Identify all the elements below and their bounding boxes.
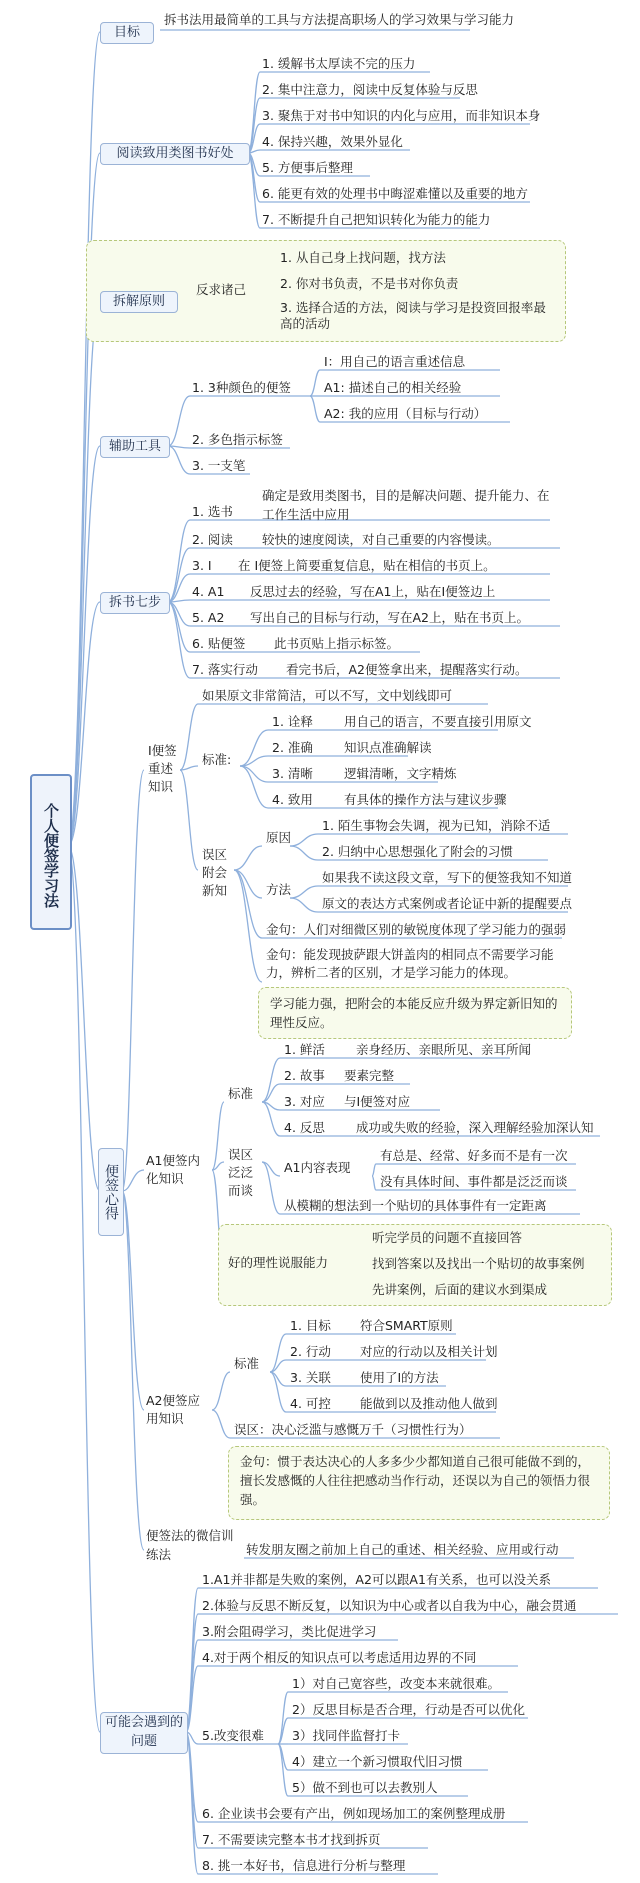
step-desc: 写出自己的目标与行动，写在A2上，贴在书页上。 xyxy=(250,610,530,625)
connector-line xyxy=(310,370,320,396)
branch-experience[interactable]: 便签心得 xyxy=(98,1148,124,1236)
connector-line xyxy=(212,1410,230,1438)
principle-item: 3. 选择合适的方法，阅读与学习是投资回报率最高的活动 xyxy=(280,300,546,331)
branch-principles[interactable]: 拆解原则 xyxy=(100,291,178,313)
step-desc: 此书页贴上指示标签。 xyxy=(274,636,400,651)
benefit-item: 6. 能更有效的处理书中晦涩难懂以及重要的地方 xyxy=(262,186,528,201)
branch-seven-steps[interactable]: 拆书七步 xyxy=(100,592,170,614)
connector-line xyxy=(262,1058,280,1102)
a2-std-name: 1. 目标 xyxy=(290,1318,331,1333)
step-name: 4. A1 xyxy=(192,584,225,599)
benefit-item: 3. 聚焦于对书中知识的内化与应用，而非知识本身 xyxy=(262,108,541,123)
a1-std-desc: 要素完整 xyxy=(344,1068,395,1083)
a1-content-label: A1内容表现 xyxy=(284,1160,351,1175)
connector-line xyxy=(372,1164,376,1176)
a1-content-item: 没有具体时间、事件都是泛泛而谈 xyxy=(380,1174,568,1189)
i-std-desc: 逻辑清晰，文字精炼 xyxy=(344,766,457,781)
i-std-name: 4. 致用 xyxy=(272,792,313,807)
problem-sub-item: 1）对自己宽容些，改变本来就很难。 xyxy=(292,1676,500,1691)
i-note-standard-label: 标准: xyxy=(202,752,232,767)
root-node[interactable]: 个人便签学习法 xyxy=(30,774,72,930)
i-cause-label: 原因 xyxy=(266,830,292,845)
i-note-summary: 学习能力强，把附会的本能反应升级为界定新旧知的理性反应。 xyxy=(270,996,558,1030)
a2-std-name: 2. 行动 xyxy=(290,1344,331,1359)
problem-item5: 5.改变很难 xyxy=(202,1728,264,1743)
a1-persuade-item: 找到答案以及找出一个贴切的故事案例 xyxy=(372,1256,585,1271)
a1-std-desc: 成功或失败的经验，深入理解经验加深认知 xyxy=(356,1120,594,1135)
a2-quote: 金句：惯于表达决心的人多多少少都知道自己很可能做不到的，擅长发感慨的人往往把感动当作行动，还误以为自己的领悟力很强。 xyxy=(240,1454,591,1507)
step-name: 6. 贴便签 xyxy=(192,636,246,651)
problem-sub-item: 4）建立一个新习惯取代旧习惯 xyxy=(292,1754,463,1769)
i-std-name: 1. 诠释 xyxy=(272,714,313,729)
benefit-item: 2. 集中注意力，阅读中反复体验与反思 xyxy=(262,82,478,97)
a2-std-name: 3. 关联 xyxy=(290,1370,331,1385)
connector-line xyxy=(212,1372,230,1410)
problem-item: 6. 企业读书会要有产出，例如现场加工的案例整理成册 xyxy=(202,1806,506,1821)
a2-std-desc: 符合SMART原则 xyxy=(360,1318,453,1333)
branch-goal[interactable]: 目标 xyxy=(100,22,154,44)
connector-line xyxy=(180,770,198,870)
step-name: 7. 落实行动 xyxy=(192,662,258,677)
connector-line xyxy=(290,898,318,912)
connector-line xyxy=(290,886,318,898)
a1-mistake-label: 误区泛泛而谈 xyxy=(228,1147,254,1198)
i-std-name: 3. 清晰 xyxy=(272,766,313,781)
a2-standard-label: 标准 xyxy=(234,1356,260,1371)
connector-line xyxy=(122,1191,144,1550)
a2-mistake: 误区：决心泛滥与感慨万千（习惯性行为） xyxy=(234,1422,472,1437)
connector-line xyxy=(168,602,190,652)
connector-line xyxy=(234,846,262,870)
wechat-desc: 转发朋友圈之前加上自己的重述、相关经验、应用或行动 xyxy=(246,1542,559,1557)
connector-line xyxy=(310,396,320,422)
problem-item: 1.A1并非都是失败的案例，A2可以跟A1有关系，也可以没关系 xyxy=(202,1572,551,1587)
a2-std-desc: 能做到以及推动他人做到 xyxy=(360,1396,498,1411)
problem-item: 8. 挑一本好书，信息进行分析与整理 xyxy=(202,1858,406,1873)
i-quote: 金句：人们对细微区别的敏锐度体现了学习能力的强弱 xyxy=(266,922,567,937)
problem-sub-item: 5）做不到也可以去教别人 xyxy=(292,1780,438,1795)
a1-content-item: 有总是、经常、好多而不是有一次 xyxy=(380,1148,568,1163)
step-name: 5. A2 xyxy=(192,610,225,625)
step-desc: 看完书后，A2便签拿出来，提醒落实行动。 xyxy=(286,662,528,677)
a1-persuade-label: 好的理性说服能力 xyxy=(228,1255,329,1270)
a1-std-name: 2. 故事 xyxy=(284,1068,325,1083)
tool-color-item: I：用自己的语言重述信息 xyxy=(324,354,466,369)
goal-text: 拆书法用最简单的工具与方法提高职场人的学习效果与学习能力 xyxy=(164,12,515,27)
i-mistake-label: 误区附会新知 xyxy=(202,847,228,898)
problem-item: 7. 不需要读完整本书才找到拆页 xyxy=(202,1832,381,1847)
connector-line xyxy=(262,1084,280,1102)
step-name: 2. 阅读 xyxy=(192,532,233,547)
connector-line xyxy=(68,846,100,1732)
step-desc: 确定是致用类图书，目的是解决问题、提升能力、在工作生活中应用 xyxy=(262,488,550,522)
a2-std-desc: 对应的行动以及相关计划 xyxy=(360,1344,498,1359)
i-std-name: 2. 准确 xyxy=(272,740,313,755)
tool-item: 2. 多色指示标签 xyxy=(192,432,283,447)
tool-item: 3. 一支笔 xyxy=(192,458,246,473)
i-cause-item: 1. 陌生事物会失调，视为已知，消除不适 xyxy=(322,818,551,833)
principles-sub: 反求诸己 xyxy=(196,282,247,297)
i-quote: 金句：能发现披萨跟大饼盖肉的相同点不需要学习能力，辨析二者的区别，才是学习能力的体现。 xyxy=(266,947,554,980)
connector-line xyxy=(68,301,100,846)
benefit-item: 1. 缓解书太厚读不完的压力 xyxy=(262,56,416,71)
i-cause-item: 2. 归纳中心思想强化了附会的习惯 xyxy=(322,844,513,859)
connector-line xyxy=(240,766,268,782)
connector-line xyxy=(186,1732,198,1874)
benefit-item: 4. 保持兴趣，效果外显化 xyxy=(262,134,403,149)
connector-line xyxy=(186,1588,198,1732)
benefit-item: 5. 方便事后整理 xyxy=(262,160,353,175)
connector-line xyxy=(234,870,262,982)
benefit-item: 7. 不断提升自己把知识转化为能力的能力 xyxy=(262,212,491,227)
step-desc: 在 I便签上简要重复信息，贴在相信的书页上。 xyxy=(238,558,496,573)
connector-line xyxy=(290,846,318,860)
connector-line xyxy=(212,1102,224,1170)
problem-item: 2.体验与反思不断反复，以知识为中心或者以自我为中心，融会贯通 xyxy=(202,1598,577,1613)
principle-item: 2. 你对书负责，不是书对你负责 xyxy=(280,276,459,291)
a1-abstract: 从模糊的想法到一个贴切的具体事件有一定距离 xyxy=(284,1198,547,1213)
tool-item: 1. 3种颜色的便签 xyxy=(192,380,291,395)
tool-color-item: A2: 我的应用（目标与行动） xyxy=(324,406,487,421)
connector-line xyxy=(372,1176,376,1190)
a1-standard-label: 标准 xyxy=(228,1086,254,1101)
problem-sub-item: 2）反思目标是否合理，行动是否可以优化 xyxy=(292,1702,525,1717)
a1-std-name: 4. 反思 xyxy=(284,1120,325,1135)
a1-std-desc: 亲身经历、亲眼所见、亲耳所闻 xyxy=(356,1042,532,1057)
a1-note-label: A1便签内化知识 xyxy=(146,1153,201,1186)
step-desc: 反思过去的经验，写在A1上，贴在I便签边上 xyxy=(250,584,496,599)
a1-std-name: 1. 鲜活 xyxy=(284,1042,325,1057)
a2-std-desc: 使用了I的方法 xyxy=(360,1370,439,1385)
connector-line xyxy=(68,846,100,1191)
a1-persuade-item: 先讲案例，后面的建议水到渠成 xyxy=(372,1282,548,1297)
a1-std-name: 3. 对应 xyxy=(284,1094,325,1109)
problem-item: 4.对于两个相反的知识点可以考虑适用边界的不同 xyxy=(202,1650,477,1665)
i-std-desc: 有具体的操作方法与建议步骤 xyxy=(344,792,507,807)
problem-item: 3.附会阻碍学习，类比促进学习 xyxy=(202,1624,377,1639)
i-std-desc: 知识点准确解读 xyxy=(344,740,432,755)
i-note-label: I便签重述知识 xyxy=(148,743,177,794)
branch-problems[interactable]: 可能会遇到的问题 xyxy=(100,1712,188,1754)
connector-line xyxy=(122,770,144,1191)
connector-line xyxy=(168,396,190,446)
a2-std-name: 4. 可控 xyxy=(290,1396,331,1411)
connector-line xyxy=(290,834,318,846)
connector-line xyxy=(180,704,198,770)
tool-color-item: A1: 描述自己的相关经验 xyxy=(324,380,462,395)
i-std-desc: 用自己的语言，不要直接引用原文 xyxy=(344,714,532,729)
a1-std-desc: 与I便签对应 xyxy=(344,1094,411,1109)
i-note-intro: 如果原文非常简洁，可以不写，文中划线即可 xyxy=(202,688,453,703)
i-method-label: 方法 xyxy=(266,882,292,897)
connector-line xyxy=(262,1102,280,1136)
problem-sub-item: 3）找同伴监督打卡 xyxy=(292,1728,400,1743)
branch-tools[interactable]: 辅助工具 xyxy=(100,436,170,458)
a2-note-label: A2便签应用知识 xyxy=(146,1393,201,1426)
step-name: 3. I xyxy=(192,558,212,573)
wechat-label: 便签法的微信训练法 xyxy=(146,1528,234,1562)
connector-line xyxy=(240,766,268,808)
connector-line xyxy=(168,446,190,474)
branch-benefits[interactable]: 阅读致用类图书好处 xyxy=(100,143,250,165)
i-method-item: 原文的表达方式案例或者论证中新的提醒要点 xyxy=(322,896,573,911)
step-desc: 较快的速度阅读，对自己重要的内容慢读。 xyxy=(262,532,500,547)
principle-item: 1. 从自己身上找问题，找方法 xyxy=(280,250,446,265)
step-name: 1. 选书 xyxy=(192,504,233,519)
i-method-item: 如果我不读这段文章，写下的便签我知不知道 xyxy=(322,870,573,885)
a1-persuade-item: 听完学员的问题不直接回答 xyxy=(372,1230,523,1245)
